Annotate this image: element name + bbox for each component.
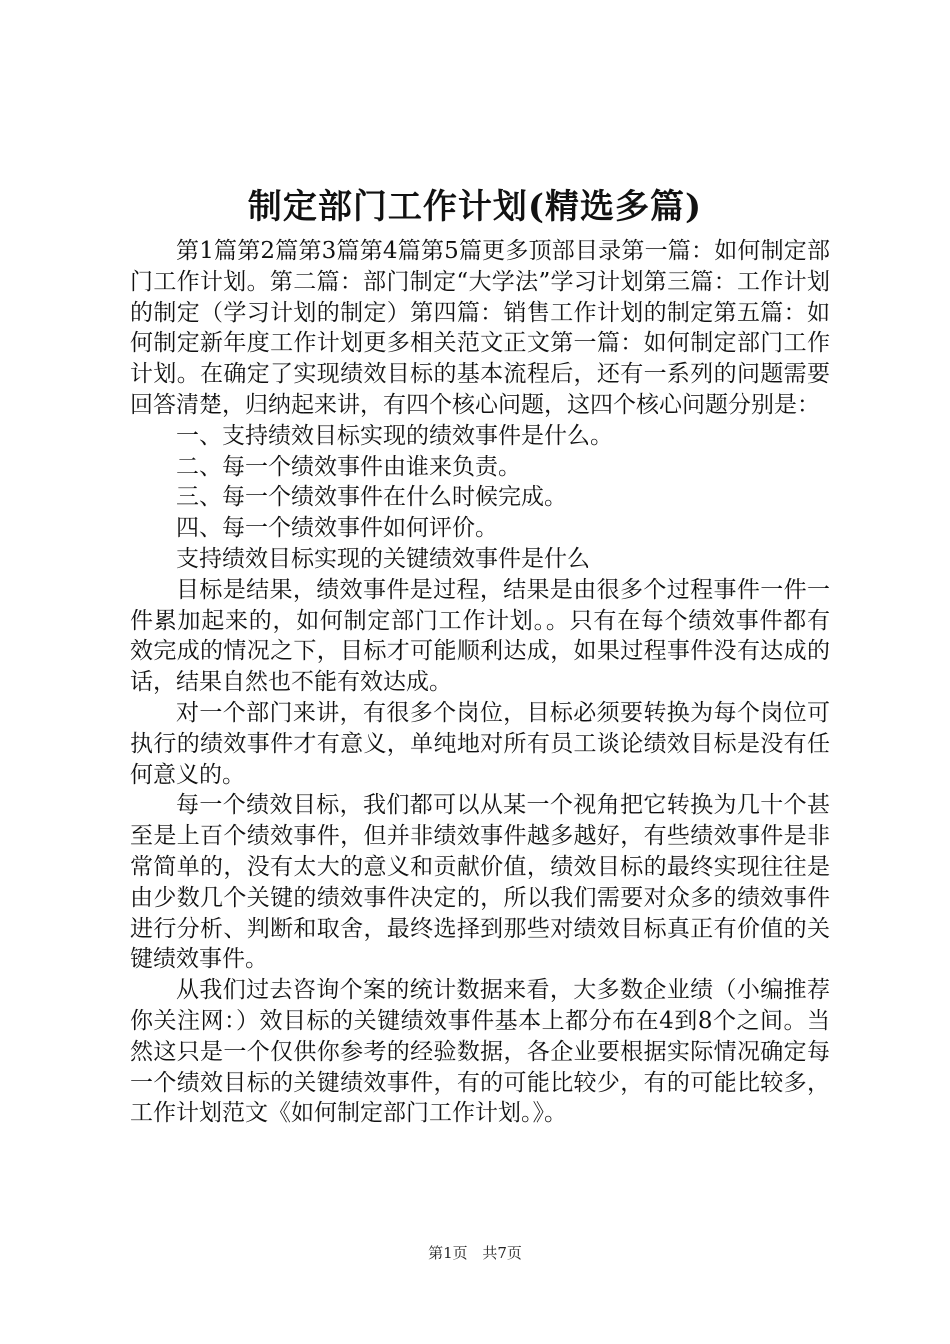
paragraph-intro: 第1篇第2篇第3篇第4篇第5篇更多顶部目录第一篇：如何制定部门工作计划。第二篇：部门制定“大学法”学习计划第三篇：工作计划的制定（学习计划的制定）第四篇：销售工作计划的制定第五篇：如何制定新年度工作计划更多相关范文正文第一篇：如何制定部门工作计划。在确定了实现绩效目标的基本流程后，还有一系列的问题需要回答清楚，归纳起来讲，有四个核心问题，这四个核心问题分别是： — [130, 238, 830, 418]
paragraph-item-3: 三、每一个绩效事件在什么时候完成。 — [176, 484, 567, 511]
paragraph-department: 对一个部门来讲，有很多个岗位，目标必须要转换为每个岗位可执行的绩效事件才有意义，单纯地对所有员工谈论绩效目标是没有任何意义的。 — [130, 699, 830, 788]
paragraph-key-events: 每一个绩效目标，我们都可以从某一个视角把它转换为几十个甚至是上百个绩效事件，但并非绩效事件越多越好，有些绩效事件是非常简单的，没有太大的意义和贡献价值，绩效目标的最终实现往往是由少数几个关键的绩效事件决定的，所以我们需要对众多的绩效事件进行分析、判断和取舍，最终选择到那些对绩效目标真正有价值的关键绩效事件。 — [130, 792, 830, 973]
paragraph-statistics: 从我们过去咨询个案的统计数据来看，大多数企业绩（小编推荐你关注网：）效目标的关键绩效事件基本上都分布在4到8个之间。当然这只是一个仅供你参考的经验数据，各企业要根据实际情况确定每一个绩效目标的关键绩效事件，有的可能比较少，有的可能比较多，工作计划范文《如何制定部门工作计划。》。 — [130, 977, 830, 1127]
page-footer — [0, 1243, 950, 1263]
page-total: 共7页 — [482, 1244, 522, 1262]
page-number: 第1页 — [428, 1244, 468, 1262]
section-heading: 支持绩效目标实现的关键绩效事件是什么 — [176, 545, 590, 572]
paragraph-item-4: 四、每一个绩效事件如何评价。 — [176, 515, 498, 542]
document-body — [130, 236, 830, 1129]
paragraph-item-1: 一、支持绩效目标实现的绩效事件是什么。 — [176, 422, 613, 449]
paragraph-item-2: 二、每一个绩效事件由谁来负责。 — [176, 453, 521, 480]
paragraph-goals: 目标是结果，绩效事件是过程，结果是由很多个过程事件一件一件累加起来的，如何制定部门工作计划。。只有在每个绩效事件都有效完成的情况之下，目标才可能顺利达成，如果过程事件没有达成的话，结果自然也不能有效达成。 — [130, 576, 830, 696]
document-title: 制定部门工作计划(精选多篇) — [247, 187, 703, 227]
